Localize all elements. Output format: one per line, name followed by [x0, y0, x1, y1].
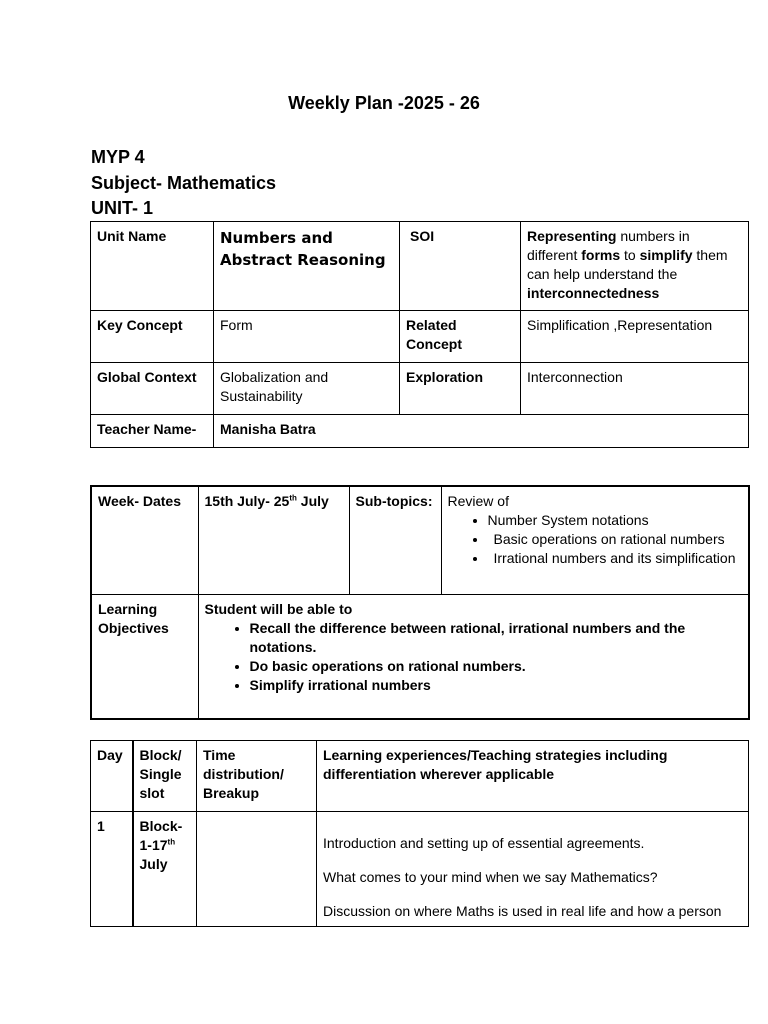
soi-label: SOI	[400, 222, 521, 311]
time-value	[197, 812, 317, 927]
key-concept-value: Form	[214, 311, 400, 363]
week-dates-value: 15th July- 25th July	[198, 486, 349, 594]
global-context-label: Global Context	[91, 363, 214, 415]
teacher-label: Teacher Name-	[91, 415, 214, 448]
table-row	[91, 363, 749, 415]
table-row	[91, 311, 749, 363]
week-table	[90, 485, 750, 720]
page-title: Weekly Plan -2025 - 26	[288, 93, 480, 113]
learning-line: What comes to your mind when we say Mathematics?	[323, 869, 658, 885]
related-concept-label: Related Concept	[400, 311, 521, 363]
block-value: Block- 1-17th July	[133, 812, 197, 927]
grade-heading: MYP 4	[91, 147, 145, 167]
learning-header: Learning experiences/Teaching strategies including differentiation wherever applicable	[317, 741, 749, 812]
soi-text-run: to	[620, 247, 640, 263]
soi-text-run: Representing	[527, 228, 617, 244]
learning-line: Introduction and setting up of essential agreements.	[323, 835, 645, 851]
unit-table	[90, 221, 749, 448]
key-concept-label: Key Concept	[91, 311, 214, 363]
table-row	[91, 741, 749, 812]
subtopics-list	[448, 511, 743, 568]
objectives-intro: Student will be able to	[204, 600, 353, 617]
unit-name-value: Numbers and Abstract Reasoning	[214, 222, 400, 311]
list-item: • Recall the difference between rational, irrational numbers and the notations.	[250, 619, 743, 657]
teacher-value: Manisha Batra	[214, 415, 749, 448]
soi-text-run: numbers in different	[527, 228, 690, 263]
soi-value	[521, 222, 749, 311]
exploration-label: Exploration	[400, 363, 521, 415]
document-headings	[91, 145, 276, 222]
unit-heading: UNIT- 1	[91, 198, 154, 218]
table-row	[91, 594, 749, 719]
table-row	[91, 415, 749, 448]
subtopics-cell	[441, 486, 749, 594]
objectives-label: Learning Objectives	[91, 594, 198, 719]
soi-text-run: interconnectedness	[527, 285, 660, 301]
objectives-cell	[198, 594, 749, 719]
day-header: Day	[91, 741, 133, 812]
subject-heading: Subject- Mathematics	[91, 172, 277, 193]
day-table	[90, 740, 749, 927]
table-row	[91, 222, 749, 311]
objectives-list	[205, 619, 743, 695]
subtopics-label: Sub-topics:	[349, 486, 441, 594]
soi-text-run: them can help understand the	[527, 247, 728, 282]
list-item: • Number System notations	[488, 511, 743, 530]
week-dates-label: Week- Dates	[91, 486, 198, 594]
learning-line: Discussion on where Maths is used in real life and how a person	[323, 903, 722, 919]
soi-text-run: simplify	[639, 247, 693, 263]
unit-name-label: Unit Name	[91, 222, 214, 311]
time-header: Time distribution/ Breakup	[197, 741, 317, 812]
table-row	[91, 812, 749, 927]
learning-cell	[317, 812, 749, 927]
review-of-text: Review of	[447, 493, 509, 509]
related-concept-value: Simplification ,Representation	[521, 311, 749, 363]
soi-text-run: forms	[581, 247, 621, 263]
list-item: • Basic operations on rational numbers	[488, 530, 743, 549]
global-context-value: Globalization and Sustainability	[214, 363, 400, 415]
list-item: • Do basic operations on rational numbers.	[250, 657, 743, 676]
table-row	[91, 486, 749, 594]
day-number: 1	[91, 812, 133, 927]
list-item: • Simplify irrational numbers	[250, 676, 743, 695]
list-item: • Irrational numbers and its simplification	[488, 549, 743, 568]
exploration-value: Interconnection	[521, 363, 749, 415]
block-header: Block/ Single slot	[133, 741, 197, 812]
